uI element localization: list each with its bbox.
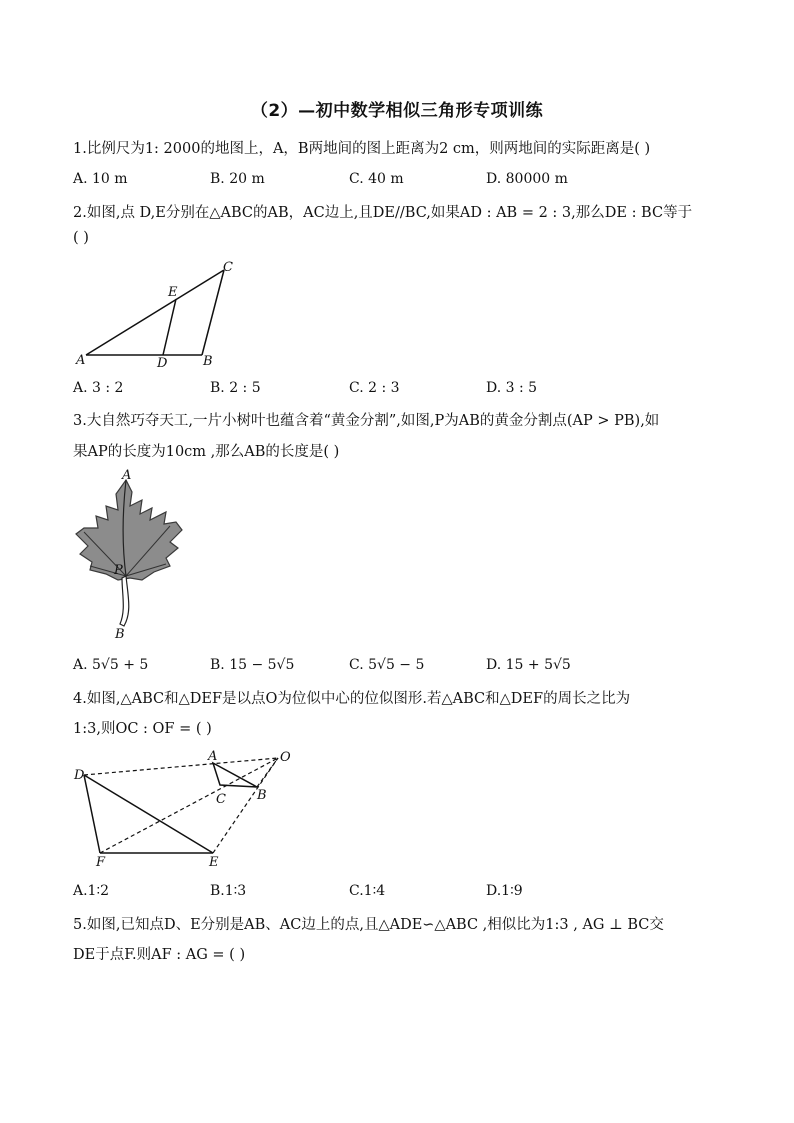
q4-label-o: O (280, 750, 291, 765)
q4-label-f: F (96, 855, 106, 870)
q4-dashed-od (84, 758, 278, 775)
q2-segment-bc (202, 270, 224, 355)
q2-option-b: B. 2 : 5 (210, 380, 261, 396)
question-2-text-line2: ( ) (73, 230, 89, 246)
q2-label-c: C (223, 260, 233, 275)
question-4-text-line1: 4.如图,△ABC和△DEF是以点O为位似中心的位似图形.若△ABC和△DEF的周长之比为 (73, 691, 631, 707)
q3-label-b: B (115, 627, 125, 642)
q2-label-a: A (76, 353, 86, 368)
question-4-text-line2: 1:3,则OC : OF = ( ) (73, 721, 212, 737)
q3-option-a: A. 5√5 + 5 (73, 657, 149, 673)
question-3-text-line1: 3.大自然巧夺天工,一片小树叶也蕴含着“黄金分割”,如图,P为AB的黄金分割点(AP > PB),如 (73, 413, 660, 429)
q3-option-c: C. 5√5 − 5 (349, 657, 425, 673)
q4-option-b: B.1∶3 (210, 883, 247, 899)
q4-label-d: D (74, 768, 85, 783)
q2-segment-ac (86, 270, 224, 355)
q4-homothety-figure (70, 745, 300, 870)
q3-label-p: P (114, 563, 123, 578)
q4-triangle-abc (213, 763, 257, 787)
q2-option-c: C. 2 : 3 (349, 380, 400, 396)
q4-option-a: A.1∶2 (73, 883, 110, 899)
q1-option-a: A. 10 m (73, 171, 128, 187)
q4-segment-df (84, 775, 100, 853)
q4-label-c: C (216, 792, 226, 807)
q3-label-a: A (122, 468, 132, 483)
leaf-stem (120, 576, 129, 626)
q2-label-d: D (157, 356, 168, 370)
q2-label-e: E (168, 285, 178, 300)
q4-label-a: A (208, 749, 218, 764)
q3-leaf-figure (70, 466, 190, 646)
q3-option-d: D. 15 + 5√5 (486, 657, 571, 673)
q1-option-c: C. 40 m (349, 171, 404, 187)
page-title: （2）—初中数学相似三角形专项训练 (250, 101, 544, 121)
q4-label-e: E (209, 855, 219, 870)
q4-segment-de (84, 775, 213, 853)
question-5-text-line2: DE于点F.则AF : AG = ( ) (73, 947, 246, 963)
question-2-text-line1: 2.如图,点 D,E分别在△ABC的AB，AC边上,且DE//BC,如果AD : AB = 2 : 3,那么DE : BC等于 (73, 205, 693, 221)
q4-option-d: D.1∶9 (486, 883, 523, 899)
q1-option-d: D. 80000 m (486, 171, 568, 187)
question-5-text-line1: 5.如图,已知点D、E分别是AB、AC边上的点,且△ADE∽△ABC ,相似比为1:3 , AG ⊥ BC交 (73, 917, 664, 933)
q4-label-b: B (257, 788, 267, 803)
q1-option-b: B. 20 m (210, 171, 265, 187)
q2-label-b: B (203, 354, 213, 369)
q4-option-c: C.1∶4 (349, 883, 386, 899)
q2-option-d: D. 3 : 5 (486, 380, 538, 396)
q2-option-a: A. 3 : 2 (73, 380, 124, 396)
q4-dashed-ob (257, 758, 278, 787)
q3-option-b: B. 15 − 5√5 (210, 657, 295, 673)
q2-triangle-figure (70, 255, 250, 370)
question-3-text-line2: 果AP的长度为10cm ,那么AB的长度是( ) (73, 444, 340, 460)
question-1-text: 1.比例尺为1: 2000的地图上，A，B两地间的图上距离为2 cm，则两地间的实际距离是( ) (73, 141, 651, 157)
q2-segment-de (163, 299, 176, 355)
